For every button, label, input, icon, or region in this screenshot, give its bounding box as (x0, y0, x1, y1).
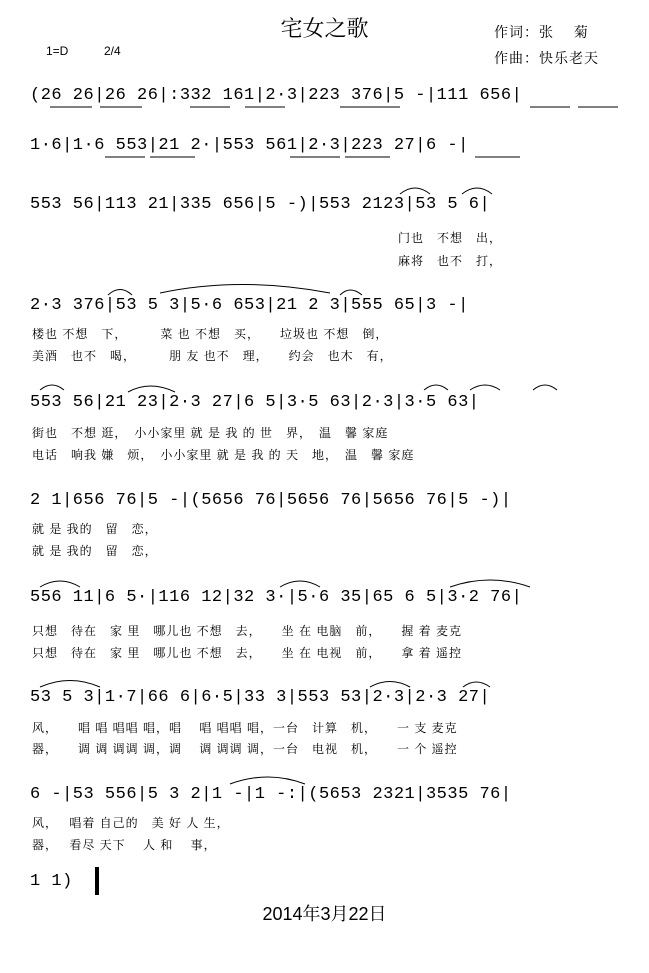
score-line-3: 553 56|113 21|335 656|5 -)|553 2123|53 5 6| (30, 195, 491, 214)
lyric-line-4-verse-1: 楼也 不想 下， 菜 也 不想 买， 垃圾也 不想 倒， (32, 327, 389, 341)
score-line-10: 1 1) (30, 872, 73, 891)
lyric-line-8-verse-2: 器， 调 调 调调 调，调 调 调调 调，一台 电视 机， 一 个 遥控 (32, 742, 458, 756)
lyric-line-3-verse-2: 麻将 也不 打， (398, 254, 503, 268)
score-line-1: (26 26|26 26|:332 161|2·3|223 376|5 -|111 656| (30, 86, 523, 105)
lyric-line-7-verse-2: 只想 待在 家 里 哪儿也 不想 去， 坐 在 电视 前， 拿 着 遥控 (32, 646, 463, 660)
lyric-line-9-verse-2: 器， 看尽 天下 人 和 事， (32, 838, 217, 852)
lyric-line-8-verse-1: 风， 唱 唱 唱唱 唱，唱 唱 唱唱 唱，一台 计算 机， 一 支 麦克 (32, 721, 458, 735)
page-title: 宅女之歌 (280, 16, 369, 41)
lyric-line-9-verse-1: 风， 唱着 自己的 美 好 人 生， (32, 816, 230, 830)
lyric-line-5-verse-2: 电话 响我 嫌 烦， 小小家里 就 是 我 的 天 地， 温 馨 家庭 (32, 448, 415, 462)
lyric-line-6-verse-2: 就 是 我的 留 恋， (32, 544, 158, 558)
date-footer: 2014年3月22日 (262, 904, 387, 924)
score-line-6: 2 1|656 76|5 -|(5656 76|5656 76|5656 76|5 -)| (30, 491, 512, 510)
lyricist-credit: 作词：张 菊 (494, 24, 589, 40)
score-line-9: 6 -|53 556|5 3 2|1 -|1 -:|(5653 2321|3535 76| (30, 785, 512, 804)
score-line-8: 53 5 3|1·7|66 6|6·5|33 3|553 53|2·3|2·3 27| (30, 688, 491, 707)
key-signature: 1=D (46, 44, 69, 58)
score-line-7: 556 11|6 5·|116 12|32 3·|5·6 35|65 6 5|3·2 76| (30, 588, 523, 607)
time-signature: 2/4 (104, 44, 121, 58)
score-line-2: 1·6|1·6 553|21 2·|553 561|2·3|223 27|6 -| (30, 136, 469, 155)
composer-credit: 作曲：快乐老天 (494, 50, 599, 66)
lyric-line-3-verse-1: 门也 不想 出， (398, 231, 503, 245)
score-line-5: 553 56|21 23|2·3 27|6 5|3·5 63|2·3|3·5 63| (30, 393, 480, 412)
lyric-line-4-verse-2: 美酒 也不 喝， 朋 友 也不 理， 约会 也木 有， (32, 349, 393, 363)
score-line-4: 2·3 376|53 5 3|5·6 653|21 2 3|555 65|3 -| (30, 296, 469, 315)
lyric-line-6-verse-1: 就 是 我的 留 恋， (32, 522, 158, 536)
lyric-line-5-verse-1: 街也 不想 逛， 小小家里 就 是 我 的 世 界， 温 馨 家庭 (32, 426, 389, 440)
lyric-line-7-verse-1: 只想 待在 家 里 哪儿也 不想 去， 坐 在 电脑 前， 握 着 麦克 (32, 624, 463, 638)
